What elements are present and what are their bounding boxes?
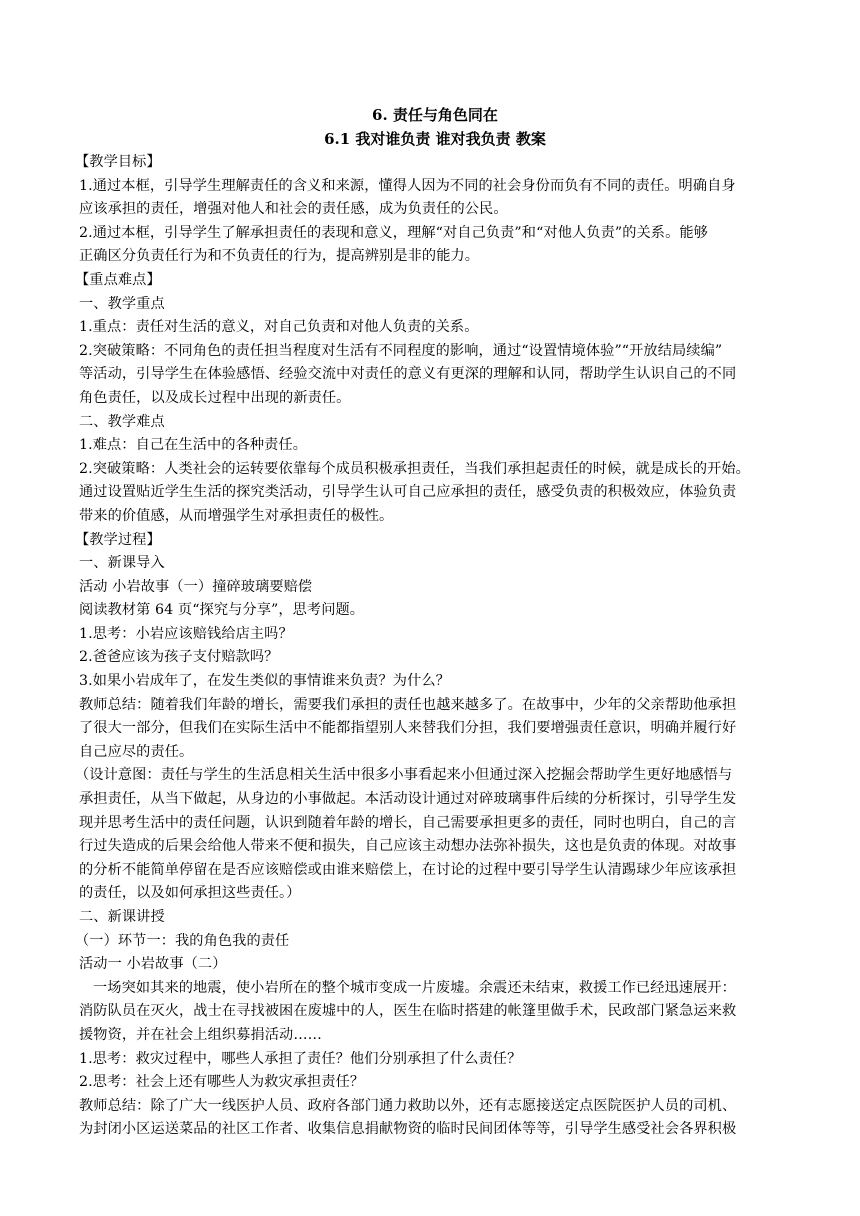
- text-line: 援物资，并在社会上组织募捐活动……: [79, 1026, 322, 1043]
- text-line: 现并思考生活中的责任问题，认识到随着年龄的增长，自己需要承担更多的责任，同时也明白，自己的言: [79, 814, 737, 831]
- text-line: 正确区分负责任行为和不负责任的行为，提高辨别是非的能力。: [79, 248, 480, 265]
- text-line: 行过失造成的后果会给他人带来不便和损失，自己应该主动想办法弥补损失，这也是负责的体现。对故事: [79, 838, 737, 855]
- text-line: （一）环节一：我的角色我的责任: [75, 932, 290, 949]
- text-line: 自己应尽的责任。: [79, 743, 194, 760]
- text-line: 2.突破策略：人类社会的运转要依靠每个成员积极承担责任，当我们承担起责任的时候，就是成长的开始。: [79, 460, 750, 477]
- text-line: 教师总结：随着我们年龄的增长，需要我们承担的责任也越来越多了。在故事中，少年的父亲帮助他承担: [79, 696, 737, 713]
- document-body: [75, 151, 791, 1142]
- text-line: 1.思考：小岩应该赔钱给店主吗？: [79, 625, 293, 642]
- text-line: 阅读教材第 64 页“探究与分享”，思考问题。: [79, 602, 365, 619]
- text-line: 二、教学难点: [79, 413, 165, 430]
- text-line: 二、新课讲授: [79, 909, 165, 925]
- text-line: 2.突破策略：不同角色的责任担当程度对生活有不同程度的影响，通过“设置情境体验”“开放结局续编”: [79, 342, 723, 359]
- text-line: 活动 小岩故事（一）撞碎玻璃要赔偿: [79, 578, 313, 595]
- text-line: 活动一 小岩故事（二）: [79, 956, 227, 973]
- text-line: 了很大一部分，但我们在实际生活中不能都指望别人来替我们分担，我们要增强责任意识，明确并履行好: [79, 720, 737, 737]
- text-line: 应该承担的责任，增强对他人和社会的责任感，成为负责任的公民。: [79, 201, 508, 218]
- section-heading: 【教学过程】: [75, 531, 161, 548]
- text-line: 一场突如其来的地震，使小岩所在的整个城市变成一片废墟。余震还未结束，救援工作已经迅速展开：: [93, 979, 736, 996]
- text-line: 1.通过本框，引导学生理解责任的含义和来源，懂得人因为不同的社会身份而负有不同的责任。明确自身: [79, 177, 736, 194]
- text-line: 一、教学重点: [79, 295, 165, 312]
- text-line: 1.思考：救灾过程中，哪些人承担了责任？他们分别承担了什么责任？: [79, 1050, 522, 1067]
- text-line: 2.爸爸应该为孩子支付赔款吗？: [79, 649, 279, 666]
- text-line: 通过设置贴近学生生活的探究类活动，引导学生认可自己应承担的责任，感受负责的积极效应，体验负责: [79, 484, 737, 501]
- text-line: （设计意图：责任与学生的生活息相关生活中很多小事看起来小但通过深入挖掘会帮助学生更好地感悟与: [75, 767, 733, 784]
- text-line: 角色责任，以及成长过程中出现的新责任。: [79, 389, 351, 406]
- text-line: 消防队员在灭火，战士在寻找被困在废墟中的人，医生在临时搭建的帐篷里做手术，民政部门紧急运来救: [79, 1003, 737, 1020]
- text-line: 2.思考：社会上还有哪些人为救灾承担责任？: [79, 1074, 365, 1091]
- text-line: 一、新课导入: [79, 555, 165, 572]
- text-line: 1.重点：责任对生活的意义，对自己负责和对他人负责的关系。: [79, 319, 479, 336]
- text-line: 教师总结：除了广大一线医护人员、政府各部门通力救助以外，还有志愿接送定点医院医护人员的司机、: [79, 1097, 737, 1114]
- text-line: 等活动，引导学生在体验感悟、经验交流中对责任的意义有更深的理解和认同，帮助学生认识自己的不同: [79, 366, 737, 383]
- document-page: [75, 103, 791, 1142]
- section-heading: 【重点难点】: [75, 271, 161, 288]
- text-line: 2.通过本框，引导学生了解承担责任的表现和意义，理解“对自己负责”和“对他人负责”的关系。能够: [79, 224, 708, 241]
- text-line: 承担责任，从当下做起，从身边的小事做起。本活动设计通过对碎玻璃事件后续的分析探讨，引导学生发: [79, 791, 737, 808]
- text-line: 3.如果小岩成年了，在发生类似的事情谁来负责？为什么？: [79, 673, 450, 690]
- document-title: 6. 责任与角色同在: [372, 106, 498, 124]
- document-subtitle: 6.1 我对谁负责 谁对我负责 教案: [324, 130, 546, 148]
- section-heading: 【教学目标】: [75, 154, 161, 170]
- text-line: 的分析不能简单停留在是否应该赔偿或由谁来赔偿上，在讨论的过程中要引导学生认清踢球少年应该承担: [79, 861, 737, 878]
- text-line: 1.难点：自己在生活中的各种责任。: [79, 437, 308, 454]
- text-line: 为封闭小区运送菜品的社区工作者、收集信息捐献物资的临时民间团体等等，引导学生感受社会各界积极: [79, 1121, 737, 1138]
- text-line: 带来的价值感，从而增强学生对承担责任的极性。: [79, 507, 394, 524]
- text-line: 的责任，以及如何承担这些责任。）: [79, 885, 301, 902]
